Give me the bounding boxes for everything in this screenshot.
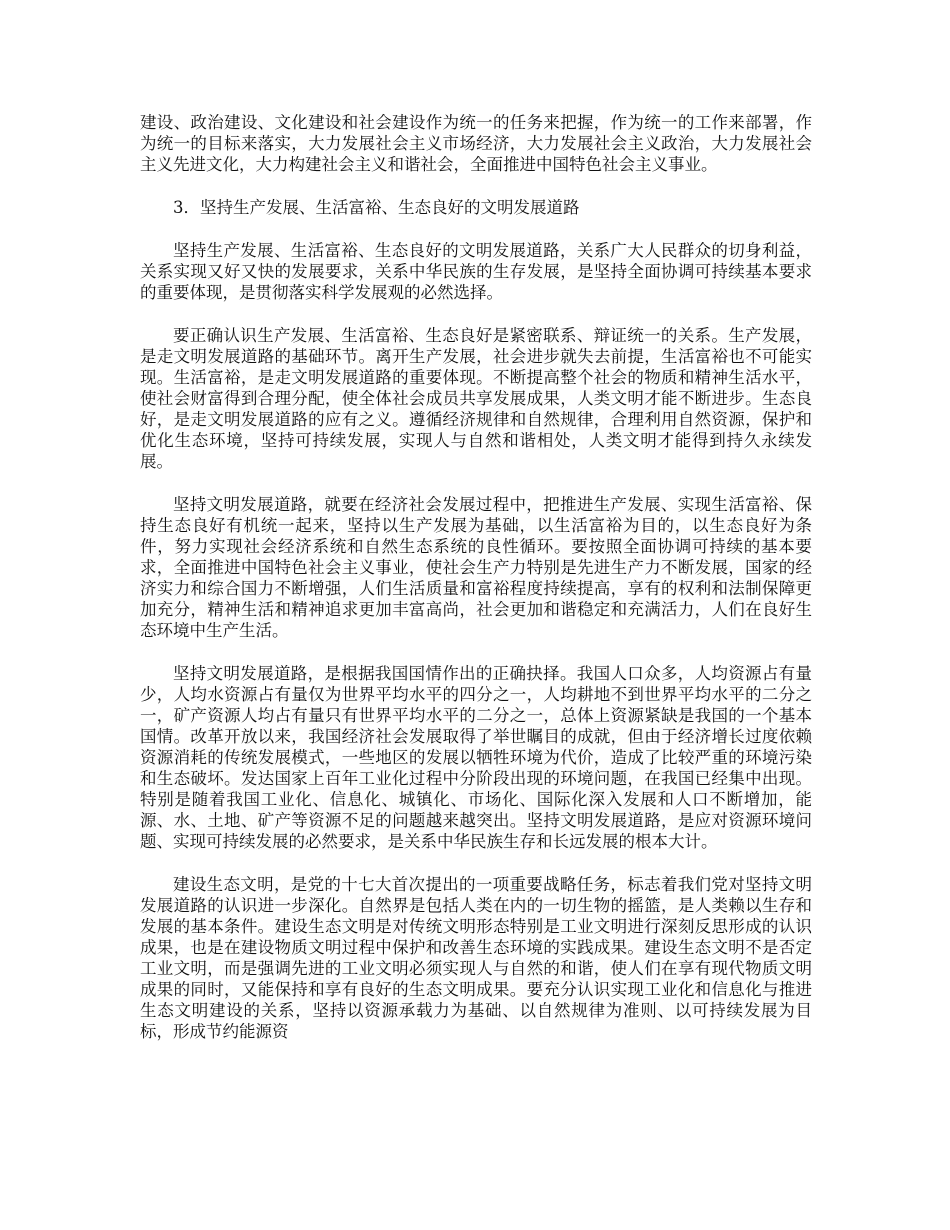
- section-heading: 3．坚持生产发展、生活富裕、生态良好的文明发展道路: [173, 198, 580, 217]
- paragraph: 坚持文明发展道路，就要在经济社会发展过程中，把推进生产发展、实现生活富裕、保持生态良好有机统一起来，坚持以生产发展为基础，以生活富裕为目的，以生态良好为条件，努力实现社会经济系统和自然生态系统的良性循环。要按照全面协调可持续的基本要求，全面推进中国特色社会主义事业，使社会生产力特别是先进生产力不断发展，国家的经济实力和综合国力不断增强，人们生活质量和富裕程度持续提高，享有的权利和法制保障更加充分，精神生活和精神追求更加丰富高尚，社会更加和谐稳定和充满活力，人们在良好生态环境中生产生活。: [140, 495, 812, 640]
- paragraph: 建设生态文明，是党的十七大首次提出的一项重要战略任务，标志着我们党对坚持文明发展道路的认识进一步深化。自然界是包括人类在内的一切生物的摇篮，是人类赖以生存和发展的基本条件。建设生态文明是对传统文明形态特别是工业文明进行深刻反思形成的认识成果，也是在建设物质文明过程中保护和改善生态环境的实践成果。建设生态文明不是否定工业文明，而是强调先进的工业文明必须实现人与自然的和谐，使人们在享有现代物质文明成果的同时，又能保持和享有良好的生态文明成果。要充分认识实现工业化和信息化与推进生态文明建设的关系，坚持以资源承载力为基础、以自然规律为准则、以可持续发展为目标，形成节约能源资: [140, 875, 812, 1041]
- paragraph: 坚持生产发展、生活富裕、生态良好的文明发展道路，关系广大人民群众的切身利益，关系实现又好又快的发展要求，关系中华民族的生存发展，是坚持全面协调可持续基本要求的重要体现，是贯彻落实科学发展观的必然选择。: [140, 241, 812, 302]
- paragraph-continuation: 建设、政治建设、文化建设和社会建设作为统一的任务来把握，作为统一的工作来部署，作为统一的目标来落实，大力发展社会主义市场经济，大力发展社会主义政治，大力发展社会主义先进文化，大力构建社会主义和谐社会，全面推进中国特色社会主义事业。: [140, 113, 812, 174]
- document-page: [140, 112, 812, 1064]
- paragraph: 坚持文明发展道路，是根据我国国情作出的正确抉择。我国人口众多，人均资源占有量少，人均水资源占有量仅为世界平均水平的四分之一，人均耕地不到世界平均水平的二分之一，矿产资源人均占有量只有世界平均水平的二分之一，总体上资源紧缺是我国的一个基本国情。改革开放以来，我国经济社会发展取得了举世瞩目的成就，但由于经济增长过度依赖资源消耗的传统发展模式，一些地区的发展以牺牲环境为代价，造成了比较严重的环境污染和生态破坏。发达国家上百年工业化过程中分阶段出现的环境问题，在我国已经集中出现。特别是随着我国工业化、信息化、城镇化、市场化、国际化深入发展和人口不断增加，能源、水、土地、矿产等资源不足的问题越来越突出。坚持文明发展道路，是应对资源环境问题、实现可持续发展的必然要求，是关系中华民族生存和长远发展的根本大计。: [140, 664, 812, 851]
- paragraph: 要正确认识生产发展、生活富裕、生态良好是紧密联系、辩证统一的关系。生产发展，是走文明发展道路的基础环节。离开生产发展，社会进步就失去前提，生活富裕也不可能实现。生活富裕，是走文明发展道路的重要体现。不断提高整个社会的物质和精神生活水平，使社会财富得到合理分配，使全体社会成员共享发展成果，人类文明才能不断进步。生态良好，是走文明发展道路的应有之义。遵循经济规律和自然规律，合理利用自然资源，保护和优化生态环境，坚持可持续发展，实现人与自然和谐相处，人类文明才能得到持久永续发展。: [140, 326, 812, 471]
